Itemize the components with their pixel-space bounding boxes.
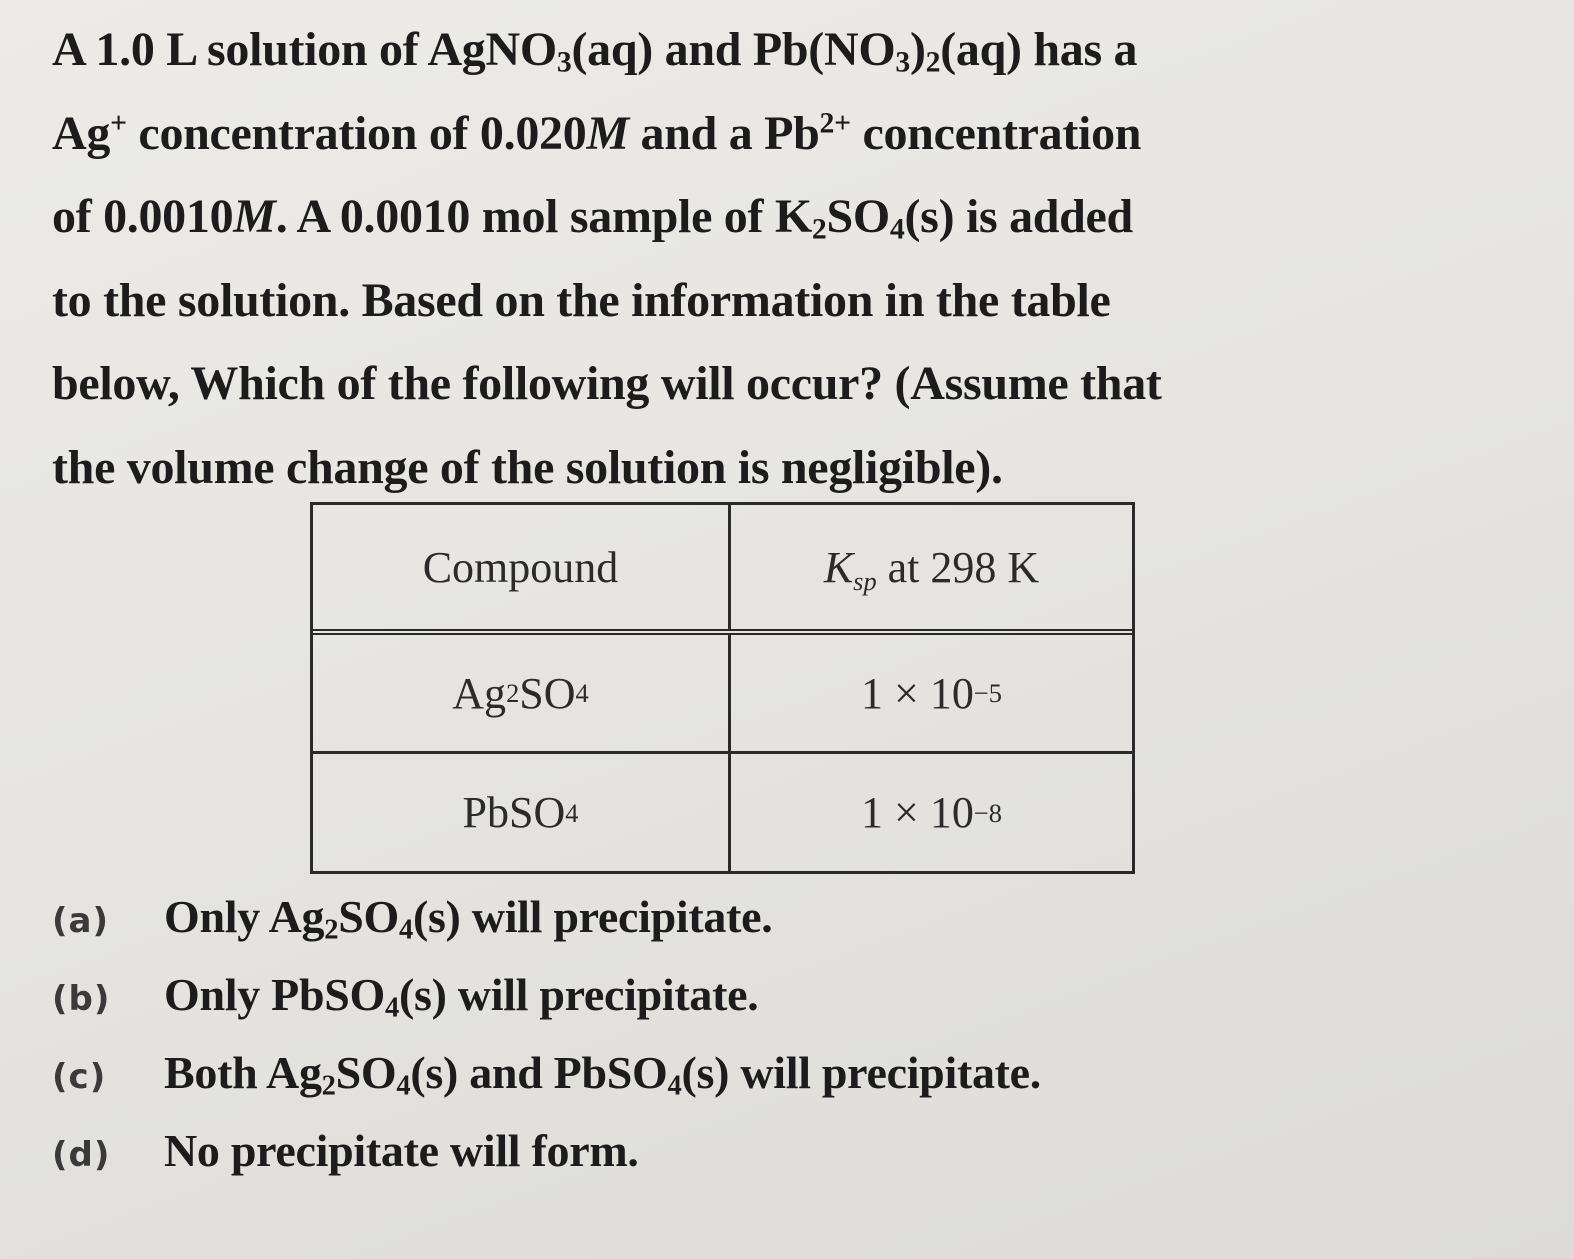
option-c[interactable]	[52, 1046, 1492, 1124]
compound-cell: Ag 2 SO 4	[313, 635, 731, 751]
compound-cell: PbSO 4	[313, 754, 731, 871]
question-line-4: to the solution. Based on the information in the table	[52, 273, 1111, 327]
question-line-5: below, Which of the following will occur? (Assume that	[52, 357, 1162, 410]
table-header-row	[313, 505, 1132, 635]
option-text: Only PbSO$_4$(s) will precipitate.	[164, 969, 759, 1024]
option-a[interactable]	[52, 890, 1492, 968]
option-text: No precipitate will form.	[164, 1125, 639, 1176]
question-text	[52, 8, 1492, 509]
question-line-3: of 0.0010M. A 0.0010 mol sample of $K_2SO_4(s)$ is added	[52, 190, 1133, 246]
option-b[interactable]	[52, 968, 1492, 1046]
ksp-symbol: $K_{sp}$	[823, 542, 877, 596]
ksp-table	[310, 502, 1135, 874]
answer-options	[52, 890, 1492, 1202]
option-text: Only $Ag_2SO_4(s)$ will precipitate.	[164, 891, 773, 946]
ksp-value-cell: 1 × 10 −8	[861, 788, 1002, 837]
header-ksp: $K_{sp}$ at 298 K	[823, 542, 1040, 596]
question-line-1: A 1.0 L solution of AgNO$_3$(aq) and $Pb(NO_3)_2(aq)$ has a	[52, 23, 1138, 79]
option-letter: (a)	[52, 901, 110, 941]
option-letter: (c)	[52, 1057, 107, 1097]
option-letter: (d)	[52, 1135, 111, 1175]
question-line-6: the volume change of the solution is negligible).	[52, 440, 1003, 494]
option-letter: (b)	[52, 979, 111, 1019]
table-row	[313, 754, 1132, 871]
question-line-2: Ag+ concentration of 0.020M and a $Pb^{2+}$ concentration	[52, 106, 1142, 160]
option-d[interactable]	[52, 1124, 1492, 1202]
ksp-value-cell: 1 × 10 −5	[861, 668, 1002, 718]
table-row	[313, 635, 1132, 754]
header-compound: Compound	[313, 505, 731, 629]
option-text: Both $Ag_2SO_4(s)$ and PbSO$_4$(s) will precipitate.	[164, 1047, 1041, 1102]
